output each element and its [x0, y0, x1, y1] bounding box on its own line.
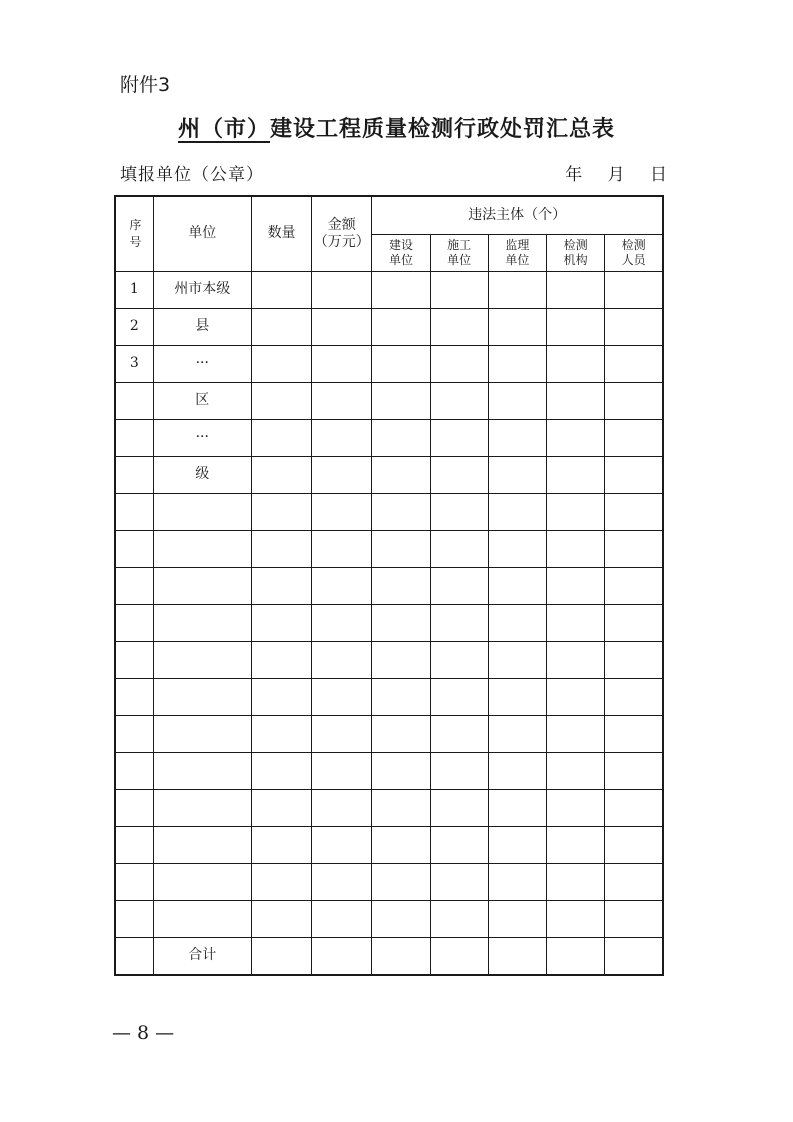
row-value-cell: [488, 530, 546, 567]
row-value-cell: [605, 567, 663, 604]
page-number: — 8 —: [112, 1022, 175, 1044]
row-value-cell: [251, 789, 311, 826]
title-main: 建设工程质量检测行政处罚汇总表: [270, 116, 616, 142]
row-value-cell: [251, 419, 311, 456]
row-value-cell: [372, 456, 430, 493]
row-seq-cell: 2: [115, 308, 153, 345]
row-value-cell: [546, 493, 604, 530]
row-value-cell: [488, 382, 546, 419]
row-unit-cell: [153, 752, 251, 789]
row-seq-cell: [115, 382, 153, 419]
row-value-cell: [605, 493, 663, 530]
row-unit-cell: 县: [153, 308, 251, 345]
row-value-cell: [488, 345, 546, 382]
row-value-cell: [430, 419, 488, 456]
row-value-cell: [488, 789, 546, 826]
row-unit-cell: [153, 678, 251, 715]
row-value-cell: [312, 752, 372, 789]
row-seq-cell: [115, 678, 153, 715]
row-value-cell: [488, 863, 546, 900]
row-value-cell: [430, 308, 488, 345]
row-value-cell: [312, 604, 372, 641]
row-value-cell: [430, 752, 488, 789]
row-value-cell: [488, 308, 546, 345]
header-violator-group: 违法主体（个）: [372, 196, 663, 234]
row-value-cell: [546, 382, 604, 419]
row-value-cell: [251, 493, 311, 530]
document-title: [0, 112, 793, 143]
row-unit-cell: [153, 530, 251, 567]
row-value-cell: [251, 715, 311, 752]
row-seq-cell: [115, 826, 153, 863]
total-value-cell: [372, 937, 430, 975]
header-sub-supervision-unit: 监理单位: [488, 234, 546, 271]
total-value-cell: [546, 937, 604, 975]
table-row: [115, 826, 663, 863]
row-value-cell: [430, 567, 488, 604]
row-value-cell: [430, 900, 488, 937]
total-value-cell: [312, 937, 372, 975]
row-value-cell: [312, 308, 372, 345]
row-value-cell: [430, 493, 488, 530]
row-value-cell: [312, 419, 372, 456]
row-value-cell: [546, 567, 604, 604]
row-value-cell: [372, 678, 430, 715]
row-value-cell: [605, 900, 663, 937]
table-row: [115, 493, 663, 530]
row-value-cell: [312, 789, 372, 826]
row-value-cell: [605, 271, 663, 308]
row-value-cell: [488, 826, 546, 863]
row-value-cell: [605, 752, 663, 789]
row-value-cell: [546, 752, 604, 789]
row-value-cell: [312, 678, 372, 715]
row-value-cell: [251, 863, 311, 900]
row-unit-cell: [153, 604, 251, 641]
row-value-cell: [605, 345, 663, 382]
table-row: [115, 641, 663, 678]
row-unit-cell: ···: [153, 419, 251, 456]
table-row-total: [115, 937, 663, 975]
row-unit-cell: 级: [153, 456, 251, 493]
table-row: [115, 271, 663, 308]
row-value-cell: [251, 826, 311, 863]
row-value-cell: [251, 530, 311, 567]
header-sub-testing-agency: 检测机构: [546, 234, 604, 271]
row-value-cell: [251, 604, 311, 641]
row-value-cell: [488, 900, 546, 937]
table-row: [115, 900, 663, 937]
row-value-cell: [605, 419, 663, 456]
row-value-cell: [605, 715, 663, 752]
row-value-cell: [372, 789, 430, 826]
header-sub-testing-staff: 检测人员: [605, 234, 663, 271]
row-seq-cell: [115, 530, 153, 567]
row-value-cell: [605, 678, 663, 715]
row-seq-cell: [115, 900, 153, 937]
table-row: [115, 863, 663, 900]
row-value-cell: [488, 567, 546, 604]
row-value-cell: [488, 604, 546, 641]
header-sub-contractor-unit: 施工单位: [430, 234, 488, 271]
row-value-cell: [488, 419, 546, 456]
total-value-cell: [251, 937, 311, 975]
row-value-cell: [372, 382, 430, 419]
row-value-cell: [430, 863, 488, 900]
row-value-cell: [251, 345, 311, 382]
row-value-cell: [488, 678, 546, 715]
table-row: [115, 789, 663, 826]
total-value-cell: [488, 937, 546, 975]
row-unit-cell: 区: [153, 382, 251, 419]
row-value-cell: [251, 752, 311, 789]
table-row: [115, 678, 663, 715]
row-value-cell: [372, 641, 430, 678]
row-value-cell: [430, 382, 488, 419]
row-value-cell: [372, 419, 430, 456]
row-seq-cell: [115, 456, 153, 493]
table-row: [115, 752, 663, 789]
row-value-cell: [546, 826, 604, 863]
row-value-cell: [430, 530, 488, 567]
row-value-cell: [372, 345, 430, 382]
row-value-cell: [372, 530, 430, 567]
row-unit-cell: [153, 826, 251, 863]
row-value-cell: [430, 826, 488, 863]
row-value-cell: [251, 308, 311, 345]
row-value-cell: [251, 456, 311, 493]
header-seq: 序号: [115, 196, 153, 271]
row-value-cell: [372, 863, 430, 900]
table-row: [115, 715, 663, 752]
date-label: 年 月 日: [565, 165, 667, 185]
row-value-cell: [546, 419, 604, 456]
header-unit: 单位: [153, 196, 251, 271]
row-seq-cell: [115, 604, 153, 641]
row-value-cell: [488, 493, 546, 530]
row-seq-cell: 1: [115, 271, 153, 308]
row-value-cell: [546, 789, 604, 826]
table-row: [115, 567, 663, 604]
row-value-cell: [312, 826, 372, 863]
row-value-cell: [546, 345, 604, 382]
row-value-cell: [312, 382, 372, 419]
row-unit-cell: 州市本级: [153, 271, 251, 308]
table-row: [115, 382, 663, 419]
row-value-cell: [372, 604, 430, 641]
row-value-cell: [312, 641, 372, 678]
row-unit-cell: [153, 715, 251, 752]
row-value-cell: [251, 271, 311, 308]
row-seq-cell: 3: [115, 345, 153, 382]
title-prefix: 州（市）: [177, 116, 270, 142]
table-row: [115, 456, 663, 493]
table-row: [115, 419, 663, 456]
row-value-cell: [546, 863, 604, 900]
row-value-cell: [372, 308, 430, 345]
row-unit-cell: [153, 900, 251, 937]
row-seq-cell: [115, 715, 153, 752]
penalty-summary-table: [114, 195, 664, 976]
row-seq-cell: [115, 863, 153, 900]
row-seq-cell: [115, 789, 153, 826]
row-value-cell: [546, 530, 604, 567]
row-value-cell: [605, 789, 663, 826]
row-value-cell: [430, 271, 488, 308]
row-value-cell: [488, 641, 546, 678]
table-row: [115, 604, 663, 641]
row-value-cell: [605, 308, 663, 345]
row-value-cell: [546, 641, 604, 678]
row-value-cell: [605, 826, 663, 863]
row-value-cell: [546, 604, 604, 641]
table-row: [115, 530, 663, 567]
filler-unit-label: 填报单位（公章）: [120, 165, 264, 185]
row-value-cell: [312, 345, 372, 382]
row-seq-cell: [115, 493, 153, 530]
row-value-cell: [546, 715, 604, 752]
row-value-cell: [372, 271, 430, 308]
row-value-cell: [312, 493, 372, 530]
row-value-cell: [605, 382, 663, 419]
row-seq-cell: [115, 641, 153, 678]
total-value-cell: [605, 937, 663, 975]
row-value-cell: [430, 456, 488, 493]
row-value-cell: [430, 789, 488, 826]
row-value-cell: [546, 456, 604, 493]
row-unit-cell: [153, 493, 251, 530]
row-unit-cell: ···: [153, 345, 251, 382]
row-value-cell: [372, 752, 430, 789]
header-amount: 金额 （万元）: [312, 196, 372, 271]
row-value-cell: [488, 752, 546, 789]
header-sub-construction-unit: 建设单位: [372, 234, 430, 271]
attachment-label: 附件3: [120, 74, 171, 96]
row-value-cell: [251, 567, 311, 604]
header-count: 数量: [251, 196, 311, 271]
row-value-cell: [488, 456, 546, 493]
table-body: [115, 271, 663, 975]
row-seq-cell: [115, 419, 153, 456]
row-value-cell: [605, 530, 663, 567]
row-value-cell: [546, 900, 604, 937]
row-value-cell: [372, 493, 430, 530]
row-value-cell: [372, 826, 430, 863]
row-value-cell: [488, 715, 546, 752]
row-value-cell: [430, 715, 488, 752]
total-value-cell: [430, 937, 488, 975]
row-value-cell: [372, 900, 430, 937]
row-unit-cell: [153, 567, 251, 604]
row-value-cell: [605, 863, 663, 900]
row-value-cell: [372, 715, 430, 752]
row-unit-cell: [153, 863, 251, 900]
row-seq-cell: [115, 937, 153, 975]
row-value-cell: [605, 604, 663, 641]
row-value-cell: [312, 567, 372, 604]
row-value-cell: [251, 678, 311, 715]
row-value-cell: [488, 271, 546, 308]
total-label: 合计: [153, 937, 251, 975]
row-value-cell: [430, 641, 488, 678]
row-value-cell: [251, 641, 311, 678]
row-value-cell: [546, 678, 604, 715]
row-value-cell: [312, 900, 372, 937]
row-value-cell: [546, 308, 604, 345]
row-value-cell: [312, 271, 372, 308]
table-row: [115, 345, 663, 382]
row-seq-cell: [115, 752, 153, 789]
row-unit-cell: [153, 641, 251, 678]
row-value-cell: [312, 863, 372, 900]
row-value-cell: [312, 715, 372, 752]
row-value-cell: [605, 456, 663, 493]
row-unit-cell: [153, 789, 251, 826]
row-value-cell: [430, 345, 488, 382]
row-value-cell: [430, 678, 488, 715]
table-row: [115, 308, 663, 345]
row-value-cell: [251, 900, 311, 937]
row-seq-cell: [115, 567, 153, 604]
row-value-cell: [312, 530, 372, 567]
row-value-cell: [546, 271, 604, 308]
row-value-cell: [372, 567, 430, 604]
row-value-cell: [312, 456, 372, 493]
row-value-cell: [430, 604, 488, 641]
row-value-cell: [605, 641, 663, 678]
row-value-cell: [251, 382, 311, 419]
